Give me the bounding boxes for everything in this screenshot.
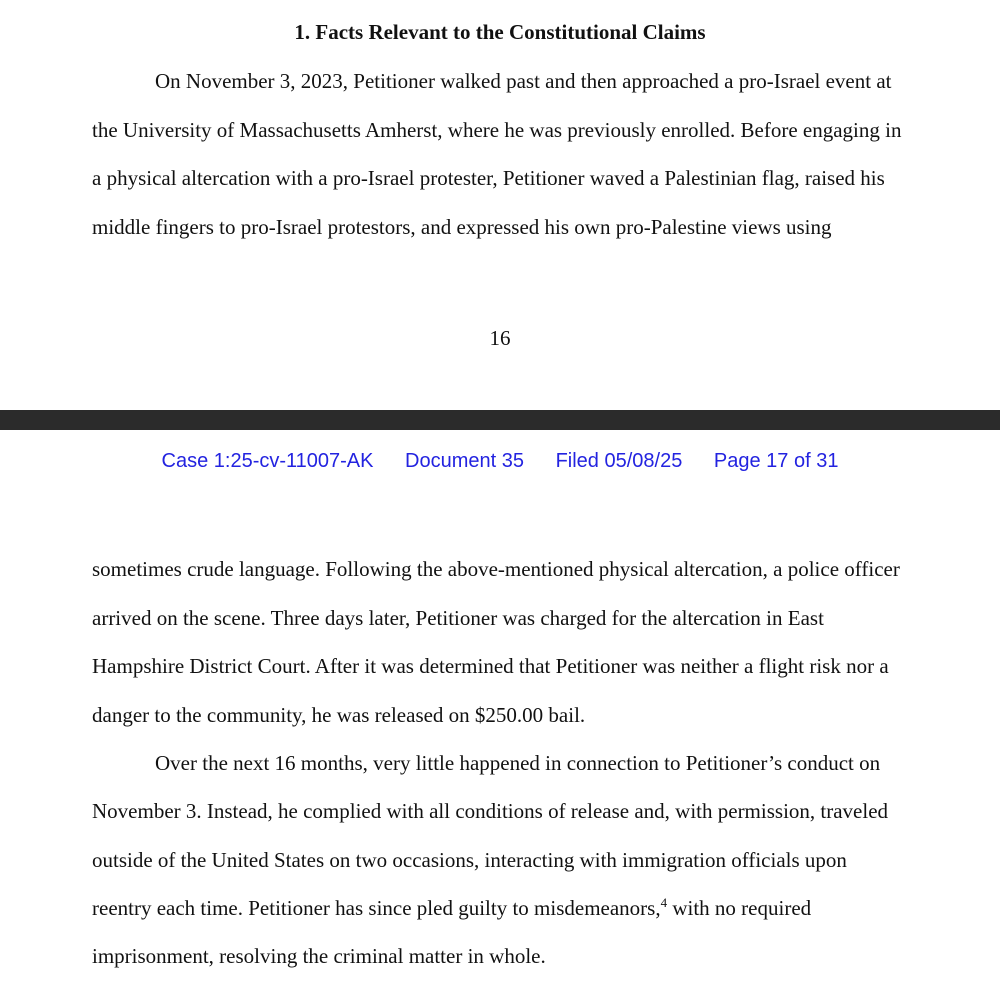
paragraph-line: outside of the United States on two occasions, interacting with immigration officials upon: [92, 848, 847, 872]
case-number: Case 1:25-cv-11007-AK: [161, 450, 374, 472]
document-number: Document 35: [405, 450, 525, 472]
page-number: 16: [489, 326, 511, 350]
paragraph-line: November 3. Instead, he complied with all conditions of release and, with permission, traveled: [92, 799, 889, 823]
case-header: [0, 450, 1000, 473]
paragraph-line: arrived on the scene. Three days later, Petitioner was charged for the altercation in East: [92, 606, 824, 630]
paragraph-line: imprisonment, resolving the criminal matter in whole.: [92, 944, 546, 968]
paragraph-line: Hampshire District Court. After it was determined that Petitioner was neither a flight risk nor a: [92, 654, 889, 678]
paragraph-line: [92, 896, 811, 921]
line-text: reentry each time. Petitioner has since pled guilty to misdemeanors,: [92, 896, 661, 920]
section-heading: 1. Facts Relevant to the Constitutional Claims: [294, 20, 706, 44]
page-separator: [0, 410, 1000, 430]
page-indicator: Page 17 of 31: [713, 450, 839, 472]
paragraph-line: Over the next 16 months, very little happened in connection to Petitioner’s conduct on: [155, 751, 881, 775]
footnote-reference[interactable]: 4: [660, 895, 668, 910]
paragraph-line: On November 3, 2023, Petitioner walked past and then approached a pro-Israel event at: [155, 69, 892, 93]
line-text-tail: with no required: [667, 896, 812, 920]
paragraph-line: danger to the community, he was released on $250.00 bail.: [92, 703, 586, 727]
paragraph-line: a physical altercation with a pro-Israel protester, Petitioner waved a Palestinian flag, raised his: [92, 166, 885, 190]
paragraph-line: sometimes crude language. Following the above-mentioned physical altercation, a police officer: [92, 557, 900, 581]
paragraph-line: middle fingers to pro-Israel protestors, and expressed his own pro-Palestine views using: [92, 215, 832, 239]
paragraph-line: the University of Massachusetts Amherst, where he was previously enrolled. Before engaging in: [92, 118, 902, 142]
filed-date: Filed 05/08/25: [555, 450, 683, 472]
previous-page: [0, 0, 1000, 410]
